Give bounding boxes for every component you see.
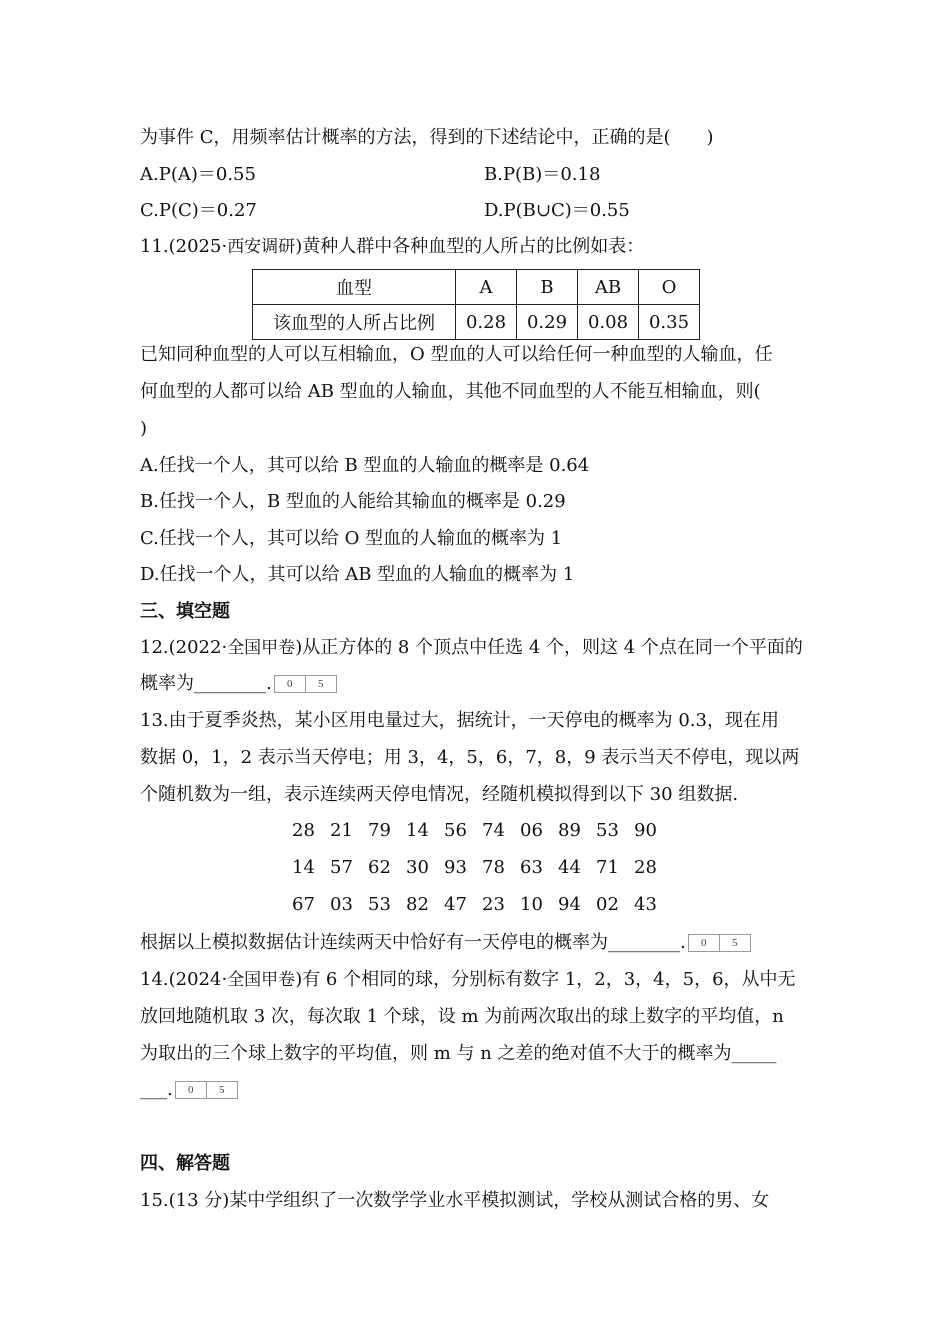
q12-stem — [140, 635, 803, 661]
random-number: 14 — [292, 857, 315, 878]
random-number: 63 — [520, 857, 543, 878]
q14-line-3: 为取出的三个球上数字的平均值，则 m 与 n 之差的绝对值不大于的概率为_____ — [140, 1043, 777, 1064]
table-cell: 0.35 — [639, 305, 700, 340]
q11-body-line-1: 已知同种血型的人可以互相输血，O 型血的人可以给任何一种血型的人输血，任 — [140, 344, 773, 365]
random-number: 89 — [558, 820, 581, 841]
q10-option-a: A.P(A)＝0.55 — [140, 164, 256, 185]
random-number: 30 — [406, 857, 429, 878]
random-number-row — [292, 820, 672, 841]
score-box-cell: 0 — [700, 937, 707, 949]
q11-stem — [140, 234, 644, 260]
random-number: 74 — [482, 820, 505, 841]
blood-type-table — [252, 269, 700, 340]
score-box-cell: 0 — [286, 678, 293, 690]
score-box-cell: 5 — [305, 676, 336, 692]
random-number: 78 — [482, 857, 505, 878]
q13-line-1: 13.由于夏季炎热，某小区用电量过大，据统计，一天停电的概率为 0.3，现在用 — [140, 710, 779, 731]
q14-line-2: 放回地随机取 3 次，每次取 1 个球，设 m 为前两次取出的球上数字的平均值，n — [140, 1006, 784, 1027]
q13-line-2: 数据 0，1，2 表示当天停电；用 3，4，5，6，7，8，9 表示当天不停电，现以两 — [140, 747, 800, 768]
random-number: 28 — [634, 857, 657, 878]
q11-body-line-3: ) — [140, 418, 148, 439]
section-heading-answer: 四、解答题 — [140, 1153, 230, 1174]
q12-number: 12.(2022· — [140, 637, 228, 658]
q14-number: 14.(2024· — [140, 969, 228, 990]
q12-source-tag: 全国甲卷 — [227, 638, 296, 658]
table-header-cell: 血型 — [253, 270, 456, 305]
random-number: 93 — [444, 857, 467, 878]
random-number: 06 — [520, 820, 543, 841]
q10-stem: 为事件 C，用频率估计概率的方法，得到的下述结论中，正确的是( ) — [140, 127, 714, 148]
score-box — [274, 675, 337, 693]
random-number: 10 — [520, 894, 543, 915]
q13-answer-text: 根据以上模拟数据估计连续两天中恰好有一天停电的概率为________. — [140, 932, 686, 953]
q14-stem — [140, 967, 796, 993]
q14-stem-text: )有 6 个相同的球，分别标有数字 1，2，3，4，5，6，从中无 — [295, 969, 796, 990]
random-number-row — [292, 857, 672, 878]
random-number: 53 — [368, 894, 391, 915]
table-header-row — [253, 270, 700, 305]
random-number: 43 — [634, 894, 657, 915]
random-number: 67 — [292, 894, 315, 915]
random-number: 56 — [444, 820, 467, 841]
q10-option-d: D.P(B∪C)＝0.55 — [484, 200, 630, 221]
q11-stem-text: )黄种人群中各种血型的人所占的比例如表： — [295, 236, 645, 257]
random-number-row — [292, 894, 672, 915]
random-number: 57 — [330, 857, 353, 878]
q11-source-tag: 西安调研 — [227, 237, 296, 257]
score-box — [175, 1081, 238, 1099]
q12-answer-text: 概率为________. — [140, 673, 272, 694]
random-number: 71 — [596, 857, 619, 878]
random-number: 90 — [634, 820, 657, 841]
random-number: 02 — [596, 894, 619, 915]
q13-line-3: 个随机数为一组，表示连续两天停电情况，经随机模拟得到以下 30 组数据. — [140, 784, 739, 805]
random-number: 53 — [596, 820, 619, 841]
score-box-cell: 5 — [206, 1082, 237, 1098]
random-number: 94 — [558, 894, 581, 915]
q11-body-line-2: 何血型的人都可以给 AB 型血的人输血，其他不同血型的人不能互相输血，则( — [140, 381, 761, 402]
table-header-cell: B — [517, 270, 578, 305]
q11-number: 11.(2025· — [140, 236, 228, 257]
score-box-cell: 5 — [719, 935, 750, 951]
section-heading-fill-in: 三、填空题 — [140, 601, 230, 622]
q15-stem: 15.(13 分)某中学组织了一次数学学业水平模拟测试，学校从测试合格的男、女 — [140, 1190, 770, 1211]
q12-answer-line — [140, 671, 337, 697]
q10-option-b: B.P(B)＝0.18 — [484, 164, 601, 185]
table-header-cell: AB — [578, 270, 639, 305]
random-number: 03 — [330, 894, 353, 915]
random-number: 62 — [368, 857, 391, 878]
q14-answer-text: ___. — [140, 1079, 173, 1100]
q13-answer-line — [140, 930, 751, 956]
table-cell: 0.08 — [578, 305, 639, 340]
random-number: 14 — [406, 820, 429, 841]
q11-option-b: B.任找一个人，B 型血的人能给其输血的概率是 0.29 — [140, 491, 566, 512]
random-number: 79 — [368, 820, 391, 841]
q11-option-a: A.任找一个人，其可以给 B 型血的人输血的概率是 0.64 — [140, 455, 590, 476]
table-cell: 0.28 — [456, 305, 517, 340]
q14-answer-line — [140, 1077, 238, 1103]
q10-option-c: C.P(C)＝0.27 — [140, 200, 257, 221]
table-header-cell: A — [456, 270, 517, 305]
random-number: 82 — [406, 894, 429, 915]
random-number: 28 — [292, 820, 315, 841]
random-number: 23 — [482, 894, 505, 915]
table-header-cell: O — [639, 270, 700, 305]
random-number: 47 — [444, 894, 467, 915]
q14-source-tag: 全国甲卷 — [227, 970, 296, 990]
table-cell: 该血型的人所占比例 — [253, 305, 456, 340]
score-box-cell: 0 — [187, 1084, 194, 1096]
table-cell: 0.29 — [517, 305, 578, 340]
random-number: 44 — [558, 857, 581, 878]
random-number: 21 — [330, 820, 353, 841]
q12-stem-text: )从正方体的 8 个顶点中任选 4 个，则这 4 个点在同一个平面的 — [295, 637, 803, 658]
table-row — [253, 305, 700, 340]
score-box — [688, 934, 751, 952]
q11-option-d: D.任找一个人，其可以给 AB 型血的人输血的概率为 1 — [140, 564, 575, 585]
q11-option-c: C.任找一个人，其可以给 O 型血的人输血的概率为 1 — [140, 528, 563, 549]
